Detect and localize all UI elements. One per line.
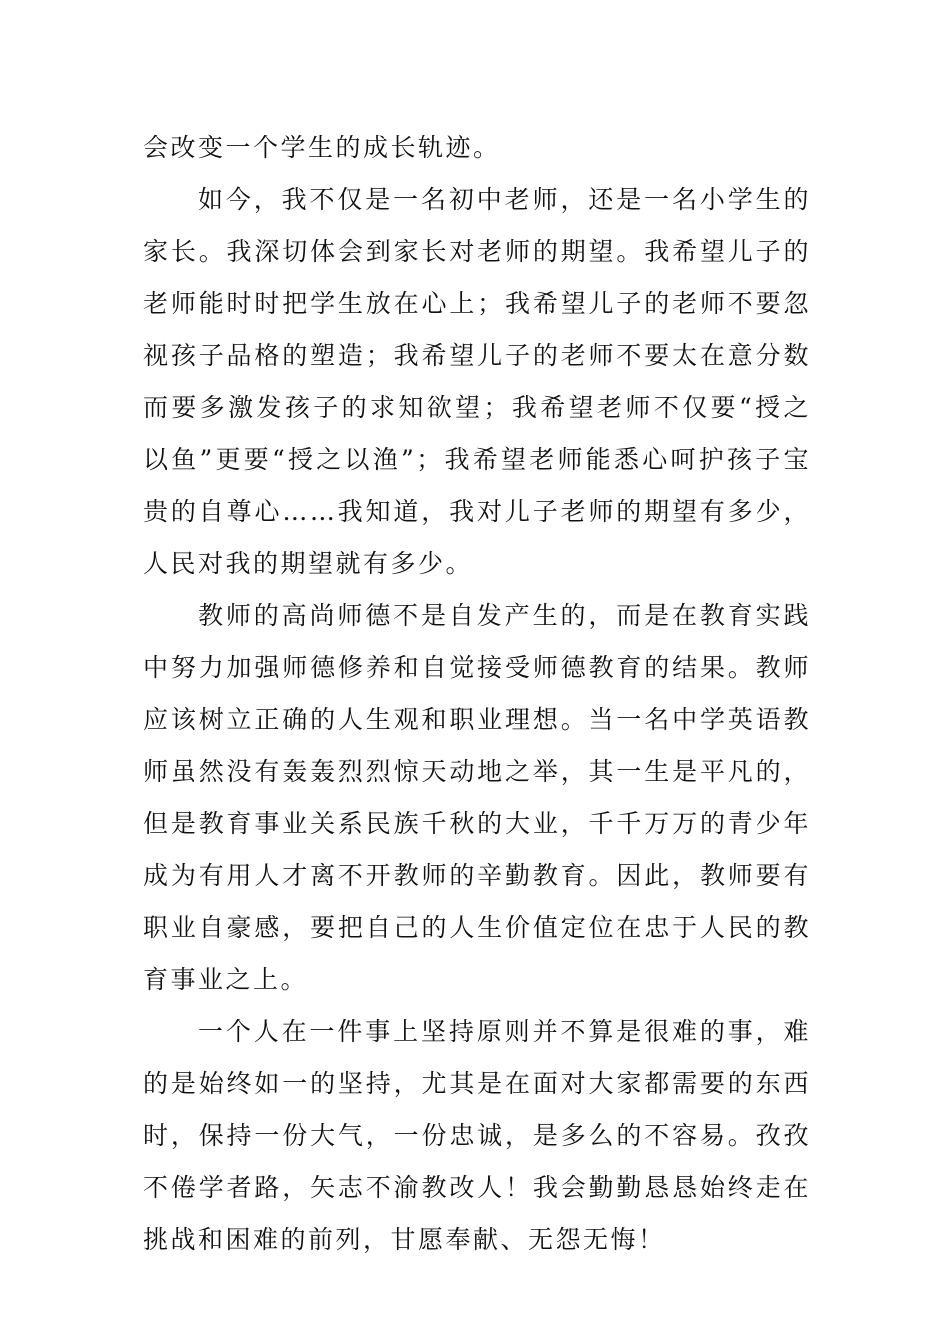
paragraph-perseverance: 一个人在一件事上坚持原则并不算是很难的事，难的是始终如一的坚持，尤其是在面对大家都需要的东西时，保持一份大气，一份忠诚，是多么的不容易。孜孜不倦学者路，矢志不渝教改人！我会勤勤恳恳始终走在挑战和困难的前列，甘愿奉献、无怨无悔！: [143, 1017, 811, 1254]
paragraph-continuation: 会改变一个学生的成长轨迹。: [143, 133, 501, 162]
paragraph-parent-expectations: 如今，我不仅是一名初中老师，还是一名小学生的家长。我深切体会到家长对老师的期望。我希望儿子的老师能时时把学生放在心上；我希望儿子的老师不要忽视孩子品格的塑造；我希望儿子的老师不要太在意分数而要多激发孩子的求知欲望；我希望老师不仅要“授之以鱼”更要“授之以渔”；我希望老师能悉心呵护孩子宝贵的自尊心……我知道，我对儿子老师的期望有多少，人民对我的期望就有多少。: [143, 185, 811, 578]
paragraph-teacher-ethics: 教师的高尚师德不是自发产生的，而是在教育实践中努力加强师德修养和自觉接受师德教育的结果。教师应该树立正确的人生观和职业理想。当一名中学英语教师虽然没有轰轰烈烈惊天动地之举，其一生是平凡的，但是教育事业关系民族千秋的大业，千千万万的青少年成为有用人才离不开教师的辛勤教育。因此，教师要有职业自豪感，要把自己的人生价值定位在忠于人民的教育事业之上。: [143, 601, 811, 994]
document-body: [143, 122, 811, 1266]
